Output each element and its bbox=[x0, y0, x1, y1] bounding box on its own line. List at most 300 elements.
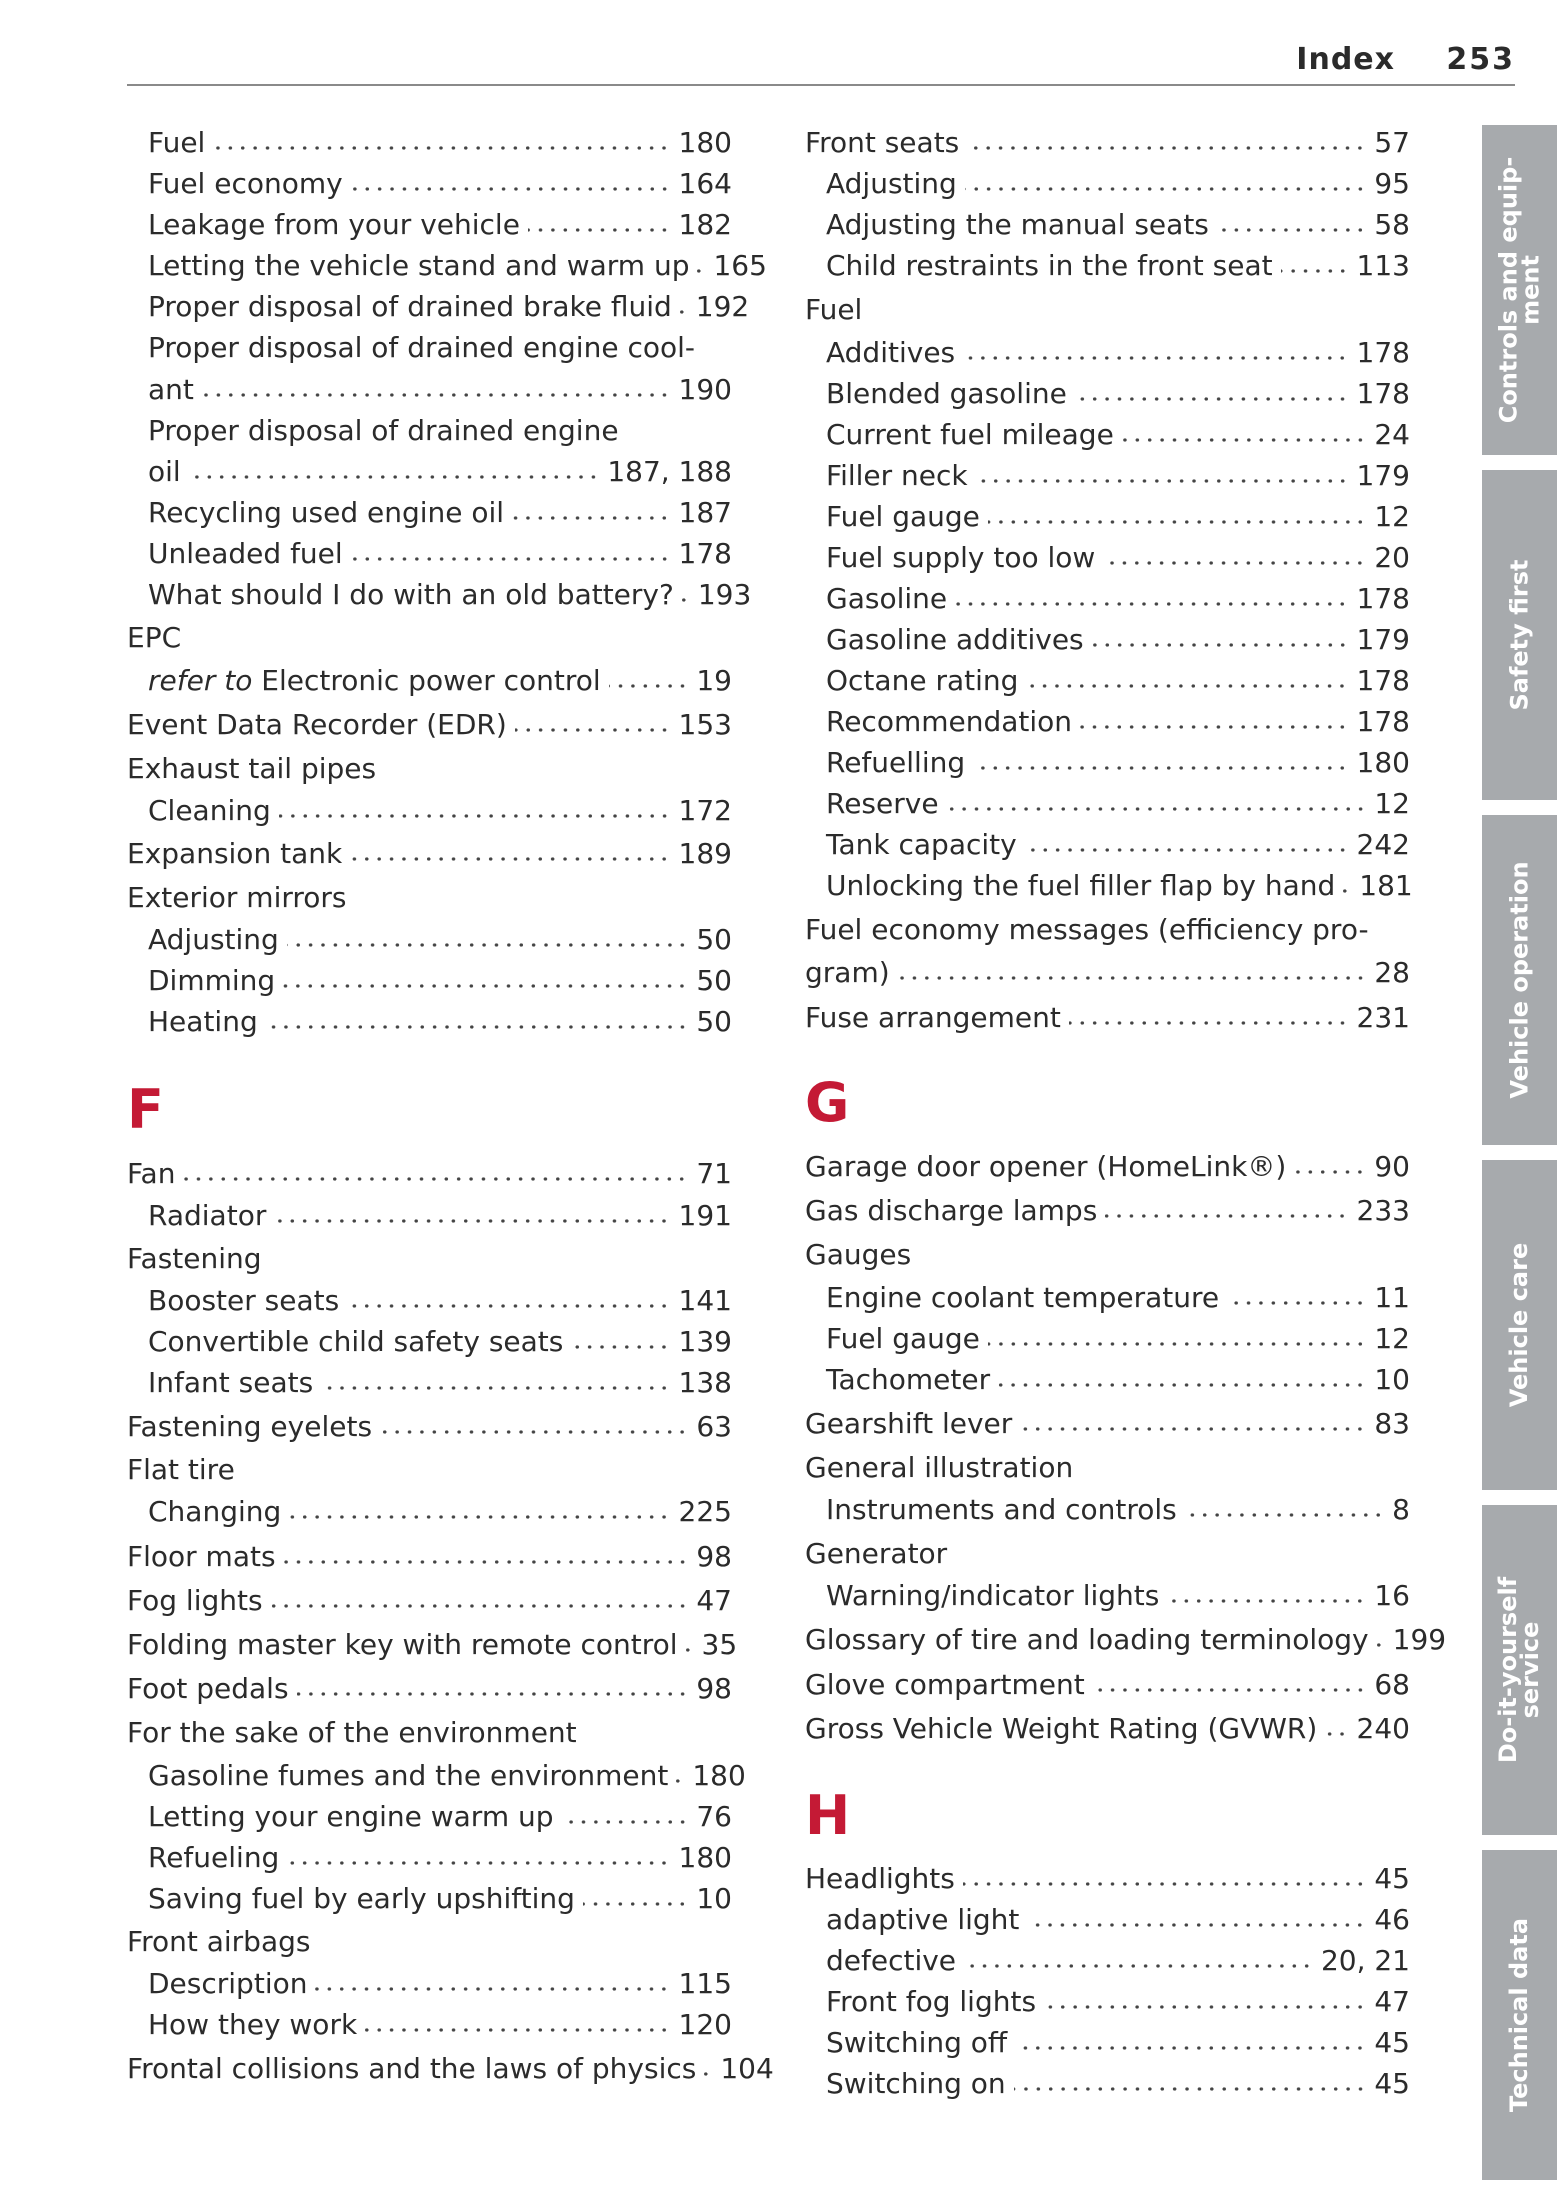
dot-leader bbox=[697, 269, 705, 273]
index-entry bbox=[148, 1196, 732, 1236]
index-entry bbox=[127, 1922, 732, 1962]
dot-leader bbox=[515, 728, 671, 732]
index-entry bbox=[127, 618, 732, 658]
index-entry-term: Headlights bbox=[805, 1862, 955, 1895]
index-entry-page: 120 bbox=[678, 2008, 732, 2041]
index-entry bbox=[148, 2005, 732, 2045]
index-entry-term: Front seats bbox=[805, 126, 960, 159]
dot-leader bbox=[528, 228, 671, 232]
chapter-tab-vehicle-operation[interactable] bbox=[1482, 815, 1557, 1145]
index-entry-page: 28 bbox=[1374, 956, 1410, 989]
index-entry bbox=[826, 579, 1410, 619]
index-entry-page: 178 bbox=[1356, 582, 1410, 615]
index-entry-term: Dimming bbox=[148, 964, 276, 997]
index-entry-term: General illustration bbox=[805, 1451, 1074, 1484]
index-entry-page: 50 bbox=[696, 1005, 732, 1038]
index-entry-term: adaptive light bbox=[826, 1903, 1020, 1936]
dot-leader bbox=[202, 393, 671, 397]
index-entry-page: 24 bbox=[1374, 418, 1410, 451]
index-entry bbox=[826, 456, 1410, 496]
index-entry bbox=[826, 784, 1410, 824]
dot-leader bbox=[973, 766, 1348, 770]
index-entry-page: 139 bbox=[678, 1325, 732, 1358]
dot-leader bbox=[963, 356, 1348, 360]
index-entry-page: 187, 188 bbox=[607, 455, 732, 488]
index-entry-term: Proper disposal of drained brake fluid bbox=[148, 290, 672, 323]
dot-leader bbox=[955, 602, 1348, 606]
index-entry bbox=[148, 1879, 732, 1919]
index-entry-term: For the sake of the environment bbox=[127, 1716, 577, 1749]
index-entry-page: 50 bbox=[696, 964, 732, 997]
index-entry bbox=[127, 1450, 732, 1490]
index-entry-term: Description bbox=[148, 1967, 308, 2000]
index-entry-term: Recommendation bbox=[826, 705, 1073, 738]
index-entry-term: Fuel economy messages (efficiency pro- bbox=[805, 913, 1369, 946]
index-entry-page: 178 bbox=[1356, 705, 1410, 738]
dot-leader bbox=[686, 1648, 694, 1652]
dot-leader bbox=[284, 1560, 689, 1564]
index-entry-term: Additives bbox=[826, 336, 956, 369]
index-entry bbox=[148, 791, 732, 831]
index-entry bbox=[148, 1964, 732, 2004]
index-entry bbox=[148, 205, 732, 245]
chapter-tab-label bbox=[1494, 156, 1545, 424]
chapter-tab-label-line: Controls and equip- bbox=[1494, 156, 1523, 424]
dot-leader bbox=[279, 814, 671, 818]
index-entry-term: Cleaning bbox=[148, 794, 271, 827]
dot-leader bbox=[1167, 1599, 1366, 1603]
dot-leader bbox=[1044, 2005, 1366, 2009]
index-entry-page: 181 bbox=[1359, 869, 1413, 902]
index-entry-page: 191 bbox=[678, 1199, 732, 1232]
dot-leader bbox=[274, 1219, 670, 1223]
index-entry-term: oil bbox=[148, 455, 181, 488]
dot-leader bbox=[213, 146, 670, 150]
dot-leader bbox=[609, 684, 689, 688]
dot-leader bbox=[283, 984, 688, 988]
index-entry bbox=[805, 1147, 1410, 1187]
chapter-tab-label-line: ment bbox=[1516, 255, 1545, 325]
index-entry-page: 187 bbox=[678, 496, 732, 529]
index-entry bbox=[148, 1281, 732, 1321]
index-entry-term: Adjusting bbox=[826, 167, 957, 200]
chapter-tabs bbox=[1482, 125, 1557, 2125]
dot-leader bbox=[1026, 684, 1348, 688]
index-entry-term: Front fog lights bbox=[826, 1985, 1037, 2018]
index-entry-page: 240 bbox=[1356, 1712, 1410, 1745]
index-entry bbox=[148, 534, 732, 574]
index-entry-term: Frontal collisions and the laws of physics bbox=[127, 2052, 697, 2085]
index-entry-page: 178 bbox=[1356, 377, 1410, 410]
index-entry-term: Switching on bbox=[826, 2067, 1006, 2100]
dot-leader bbox=[1014, 2087, 1367, 2091]
dot-leader bbox=[1377, 1643, 1385, 1647]
index-entry-page: 98 bbox=[696, 1540, 732, 1573]
index-entry-term: Gearshift lever bbox=[805, 1407, 1013, 1440]
index-entry-term: Fan bbox=[127, 1157, 176, 1190]
index-entry-term: Infant seats bbox=[148, 1366, 314, 1399]
index-entry-page: 182 bbox=[678, 208, 732, 241]
index-entry-term: Instruments and controls bbox=[826, 1493, 1177, 1526]
dot-leader bbox=[271, 1604, 689, 1608]
index-entry bbox=[826, 1319, 1410, 1359]
dot-leader bbox=[676, 1779, 684, 1783]
index-entry-page: 192 bbox=[695, 290, 750, 323]
index-entry bbox=[826, 415, 1410, 455]
index-entry-term: Glossary of tire and loading terminology bbox=[805, 1623, 1369, 1656]
index-entry-term: Fuel bbox=[805, 293, 863, 326]
index-entry-page: 172 bbox=[678, 794, 732, 827]
dot-leader bbox=[380, 1430, 688, 1434]
index-entry-term: Unlocking the fuel filler flap by hand bbox=[826, 869, 1336, 902]
page-number: 253 bbox=[1446, 42, 1515, 77]
index-entry-page: 8 bbox=[1392, 1493, 1410, 1526]
index-entry-page: 90 bbox=[1374, 1150, 1410, 1183]
chapter-tab-label bbox=[1505, 1917, 1534, 2113]
index-entry-term: Gasoline fumes and the environment bbox=[148, 1759, 669, 1792]
dot-leader bbox=[967, 146, 1366, 150]
dot-leader bbox=[1294, 1170, 1366, 1174]
page-header bbox=[127, 40, 1515, 86]
index-entry-term: Folding master key with remote control bbox=[127, 1628, 678, 1661]
index-entry bbox=[127, 749, 732, 789]
index-entry-term: gram) bbox=[805, 956, 890, 989]
chapter-tab-label bbox=[1505, 559, 1534, 711]
dot-leader bbox=[947, 807, 1367, 811]
index-entry-term: Current fuel mileage bbox=[826, 418, 1114, 451]
dot-leader bbox=[1343, 889, 1351, 893]
index-entry-term: Proper disposal of drained engine bbox=[148, 414, 619, 447]
index-entry bbox=[148, 1797, 732, 1837]
index-entry-term: Adjusting bbox=[148, 923, 279, 956]
index-entry bbox=[148, 411, 732, 451]
index-entry bbox=[148, 493, 732, 533]
index-entry-term: Tank capacity bbox=[826, 828, 1017, 861]
index-entry-page: 46 bbox=[1374, 1903, 1410, 1936]
index-entry-page: 138 bbox=[678, 1366, 732, 1399]
index-entry bbox=[826, 1576, 1410, 1616]
index-entry bbox=[805, 1235, 1410, 1275]
index-entry-page: 20 bbox=[1374, 541, 1410, 574]
dot-leader bbox=[682, 598, 690, 602]
index-entry bbox=[148, 164, 732, 204]
dot-leader bbox=[976, 479, 1349, 483]
index-entry bbox=[148, 328, 732, 368]
dot-leader bbox=[365, 2028, 670, 2032]
index-entry-term: Fuel gauge bbox=[826, 500, 980, 533]
section-title: Index bbox=[1296, 42, 1395, 77]
index-entry-term: Child restraints in the front seat bbox=[826, 249, 1273, 282]
index-entry-page: 189 bbox=[678, 837, 732, 870]
index-entry bbox=[148, 287, 750, 327]
dot-leader bbox=[1025, 848, 1349, 852]
index-entry bbox=[826, 2064, 1410, 2104]
index-entry-term: Refueling bbox=[148, 1841, 280, 1874]
dot-leader bbox=[965, 187, 1367, 191]
index-entry-term: Generator bbox=[805, 1537, 948, 1570]
index-entry bbox=[826, 246, 1410, 286]
index-entry-term: Fastening eyelets bbox=[127, 1410, 373, 1443]
index-entry-page: 115 bbox=[678, 1967, 732, 2000]
index-entry-page: 180 bbox=[678, 1841, 732, 1874]
index-entry-page: 233 bbox=[1356, 1194, 1410, 1227]
index-entry-page: 50 bbox=[696, 923, 732, 956]
dot-leader bbox=[1080, 725, 1349, 729]
dot-leader bbox=[898, 976, 1367, 980]
dot-leader bbox=[297, 1692, 689, 1696]
dot-leader bbox=[189, 475, 600, 479]
chapter-tab-label bbox=[1505, 861, 1534, 1099]
index-entry-term: Expansion tank bbox=[127, 837, 343, 870]
index-entry-page: 83 bbox=[1374, 1407, 1410, 1440]
dot-leader bbox=[1092, 643, 1349, 647]
index-entry bbox=[826, 2023, 1410, 2063]
index-entry bbox=[148, 961, 732, 1001]
index-entry bbox=[826, 1982, 1410, 2022]
dot-leader bbox=[964, 1964, 1313, 1968]
index-entry bbox=[826, 661, 1410, 701]
index-entry bbox=[805, 1665, 1410, 1705]
index-entry bbox=[148, 920, 732, 960]
index-entry-page: 58 bbox=[1374, 208, 1410, 241]
dot-leader bbox=[562, 1820, 689, 1824]
index-entry bbox=[805, 1448, 1410, 1488]
chapter-tab-label bbox=[1494, 1576, 1545, 1764]
dot-leader bbox=[1185, 1513, 1384, 1517]
index-entry bbox=[805, 1859, 1410, 1899]
dot-leader bbox=[1015, 2046, 1366, 2050]
index-entry bbox=[127, 1407, 732, 1447]
index-entry-page: 178 bbox=[1356, 336, 1410, 369]
dot-leader bbox=[183, 1177, 688, 1181]
index-entry-term: Front airbags bbox=[127, 1925, 311, 1958]
index-entry-page: 141 bbox=[678, 1284, 732, 1317]
index-entry bbox=[148, 1838, 732, 1878]
index-entry-term: ant bbox=[148, 373, 194, 406]
index-entry-term: Booster seats bbox=[148, 1284, 340, 1317]
index-entry-page: 180 bbox=[692, 1759, 746, 1792]
index-entry-page: 12 bbox=[1374, 1322, 1410, 1355]
index-entry-page: 68 bbox=[1374, 1668, 1410, 1701]
index-entry-term: How they work bbox=[148, 2008, 358, 2041]
chapter-tab-vehicle-care[interactable] bbox=[1482, 1160, 1557, 1490]
index-entry-term bbox=[148, 661, 601, 701]
index-entry-page: 242 bbox=[1356, 828, 1410, 861]
index-entry bbox=[148, 123, 732, 163]
index-entry-page: 179 bbox=[1356, 459, 1410, 492]
index-entry-page: 180 bbox=[1356, 746, 1410, 779]
index-entry-page: 180 bbox=[678, 126, 732, 159]
dot-leader bbox=[571, 1345, 670, 1349]
chapter-tab-safety-first[interactable] bbox=[1482, 470, 1557, 800]
index-entry-term: Reserve bbox=[826, 787, 939, 820]
index-entry-term: Octane rating bbox=[826, 664, 1019, 697]
index-entry bbox=[826, 620, 1410, 660]
dot-leader bbox=[512, 516, 670, 520]
index-entry bbox=[826, 374, 1410, 414]
index-entry-term: Proper disposal of drained engine cool- bbox=[148, 331, 695, 364]
index-entry-page: 178 bbox=[1356, 664, 1410, 697]
dot-leader bbox=[1281, 269, 1349, 273]
index-entry bbox=[826, 1278, 1410, 1318]
index-entry-term: What should I do with an old battery? bbox=[148, 578, 674, 611]
index-entry-page: 63 bbox=[696, 1410, 732, 1443]
index-entry-term: Fuel supply too low bbox=[826, 541, 1096, 574]
index-entry-page: 165 bbox=[713, 249, 767, 282]
index-entry bbox=[805, 290, 1410, 330]
index-entry bbox=[127, 878, 732, 918]
index-entry-term: Changing bbox=[148, 1495, 282, 1528]
index-entry-term: Heating bbox=[148, 1005, 258, 1038]
index-entry-term: Leakage from your vehicle bbox=[148, 208, 520, 241]
index-entry-page: 104 bbox=[720, 2052, 774, 2085]
chapter-tab-label-line: Safety first bbox=[1505, 559, 1534, 711]
index-entry-page: 193 bbox=[697, 578, 752, 611]
index-entry-page: 45 bbox=[1374, 1862, 1410, 1895]
index-entry bbox=[127, 705, 732, 745]
chapter-tab-label bbox=[1505, 1242, 1534, 1408]
index-entry bbox=[826, 1900, 1410, 1940]
dot-leader bbox=[1217, 228, 1366, 232]
dot-leader bbox=[988, 520, 1366, 524]
index-entry bbox=[826, 1490, 1410, 1530]
index-entry bbox=[148, 1363, 732, 1403]
cross-reference-label: refer to bbox=[148, 664, 253, 697]
index-entry bbox=[127, 1625, 738, 1665]
index-entry bbox=[826, 743, 1410, 783]
index-entry-term: Letting your engine warm up bbox=[148, 1800, 554, 1833]
dot-leader bbox=[998, 1383, 1366, 1387]
section-letter-g: G bbox=[805, 1071, 850, 1134]
index-entry-page: 12 bbox=[1374, 787, 1410, 820]
dot-leader bbox=[315, 1987, 670, 1991]
index-entry-term: Unleaded fuel bbox=[148, 537, 343, 570]
index-entry bbox=[826, 1941, 1410, 1981]
cross-reference-target: Electronic power control bbox=[261, 664, 601, 697]
index-entry-page: 113 bbox=[1356, 249, 1410, 282]
index-entry-page: 178 bbox=[678, 537, 732, 570]
chapter-tab-label-line: service bbox=[1516, 1621, 1545, 1719]
index-entry-term: Recycling used engine oil bbox=[148, 496, 505, 529]
dot-leader bbox=[351, 187, 671, 191]
index-entry-term: Radiator bbox=[148, 1199, 267, 1232]
dot-leader bbox=[1103, 561, 1366, 565]
dot-leader bbox=[289, 1515, 670, 1519]
index-entry-term: Switching off bbox=[826, 2026, 1008, 2059]
index-entry-term: Fuel gauge bbox=[826, 1322, 980, 1355]
index-entry-term: Tachometer bbox=[826, 1363, 991, 1396]
index-entry bbox=[127, 1239, 732, 1279]
index-entry bbox=[805, 910, 1410, 950]
index-entry-page: 16 bbox=[1374, 1579, 1410, 1612]
dot-leader bbox=[287, 1861, 670, 1865]
index-entry-page: 10 bbox=[696, 1882, 732, 1915]
dot-leader bbox=[988, 1342, 1366, 1346]
dot-leader bbox=[351, 557, 671, 561]
index-entry-page: 71 bbox=[696, 1157, 732, 1190]
index-entry-term: Fog lights bbox=[127, 1584, 263, 1617]
index-entry-page: 95 bbox=[1374, 167, 1410, 200]
index-entry bbox=[127, 1713, 732, 1753]
chapter-tab-controls-and-equip-ment[interactable] bbox=[1482, 125, 1557, 455]
index-entry-term: Exhaust tail pipes bbox=[127, 752, 377, 785]
index-entry-term: Fuse arrangement bbox=[805, 1001, 1061, 1034]
index-entry-term: Adjusting the manual seats bbox=[826, 208, 1209, 241]
index-entry bbox=[826, 702, 1410, 742]
index-entry bbox=[127, 1537, 732, 1577]
index-entry bbox=[826, 1360, 1410, 1400]
dot-leader bbox=[1122, 438, 1367, 442]
index-entry bbox=[826, 825, 1410, 865]
index-entry-page: 98 bbox=[696, 1672, 732, 1705]
index-entry-page: 179 bbox=[1356, 623, 1410, 656]
index-entry bbox=[148, 661, 732, 701]
index-entry bbox=[148, 1002, 732, 1042]
index-entry-page: 199 bbox=[1392, 1623, 1447, 1656]
index-entry-term: Gasoline additives bbox=[826, 623, 1084, 656]
index-entry bbox=[826, 205, 1410, 245]
index-entry bbox=[805, 953, 1410, 993]
index-entry-term: Fastening bbox=[127, 1242, 262, 1275]
index-entry-term: Fuel bbox=[148, 126, 206, 159]
chapter-tab-label-line: Technical data bbox=[1505, 1917, 1534, 2113]
index-entry-term: Gauges bbox=[805, 1238, 912, 1271]
index-entry bbox=[127, 1154, 732, 1194]
dot-leader bbox=[350, 857, 670, 861]
index-entry-page: 57 bbox=[1374, 126, 1410, 159]
index-entry-page: 190 bbox=[678, 373, 732, 406]
index-entry-term: Gasoline bbox=[826, 582, 948, 615]
index-entry-term: Floor mats bbox=[127, 1540, 276, 1573]
chapter-tab-label-line: Vehicle operation bbox=[1505, 861, 1534, 1099]
index-entry-page: 45 bbox=[1374, 2067, 1410, 2100]
index-entry-term: Foot pedals bbox=[127, 1672, 289, 1705]
section-letter-h: H bbox=[805, 1784, 851, 1847]
dot-leader bbox=[287, 943, 689, 947]
dot-leader bbox=[1075, 397, 1349, 401]
index-entry bbox=[805, 1709, 1410, 1749]
chapter-tab-technical-data[interactable] bbox=[1482, 1850, 1557, 2180]
index-entry bbox=[127, 834, 732, 874]
index-entry bbox=[826, 164, 1410, 204]
index-entry bbox=[148, 1756, 746, 1796]
index-entry-term: Gas discharge lamps bbox=[805, 1194, 1098, 1227]
index-entry bbox=[127, 1669, 732, 1709]
index-entry-term: Letting the vehicle stand and warm up bbox=[148, 249, 690, 282]
chapter-tab-do-it-yourself-service[interactable] bbox=[1482, 1505, 1557, 1835]
dot-leader bbox=[704, 2072, 712, 2076]
dot-leader bbox=[1105, 1214, 1348, 1218]
index-entry-term: Event Data Recorder (EDR) bbox=[127, 708, 507, 741]
dot-leader bbox=[1020, 1427, 1366, 1431]
index-entry-page: 47 bbox=[696, 1584, 732, 1617]
index-entry-page: 47 bbox=[1374, 1985, 1410, 2018]
dot-leader bbox=[963, 1882, 1367, 1886]
index-entry-page: 12 bbox=[1374, 500, 1410, 533]
index-entry-term: Exterior mirrors bbox=[127, 881, 347, 914]
index-entry bbox=[148, 1492, 732, 1532]
index-entry bbox=[805, 998, 1410, 1038]
chapter-tab-label-line: Vehicle care bbox=[1505, 1242, 1534, 1408]
dot-leader bbox=[1227, 1301, 1366, 1305]
index-entry bbox=[127, 1581, 732, 1621]
index-entry bbox=[805, 1191, 1410, 1231]
index-entry-term: Fuel economy bbox=[148, 167, 343, 200]
index-entry-page: 153 bbox=[678, 708, 732, 741]
index-entry bbox=[148, 575, 752, 615]
index-entry-term: Flat tire bbox=[127, 1453, 235, 1486]
header-rule bbox=[127, 84, 1515, 86]
